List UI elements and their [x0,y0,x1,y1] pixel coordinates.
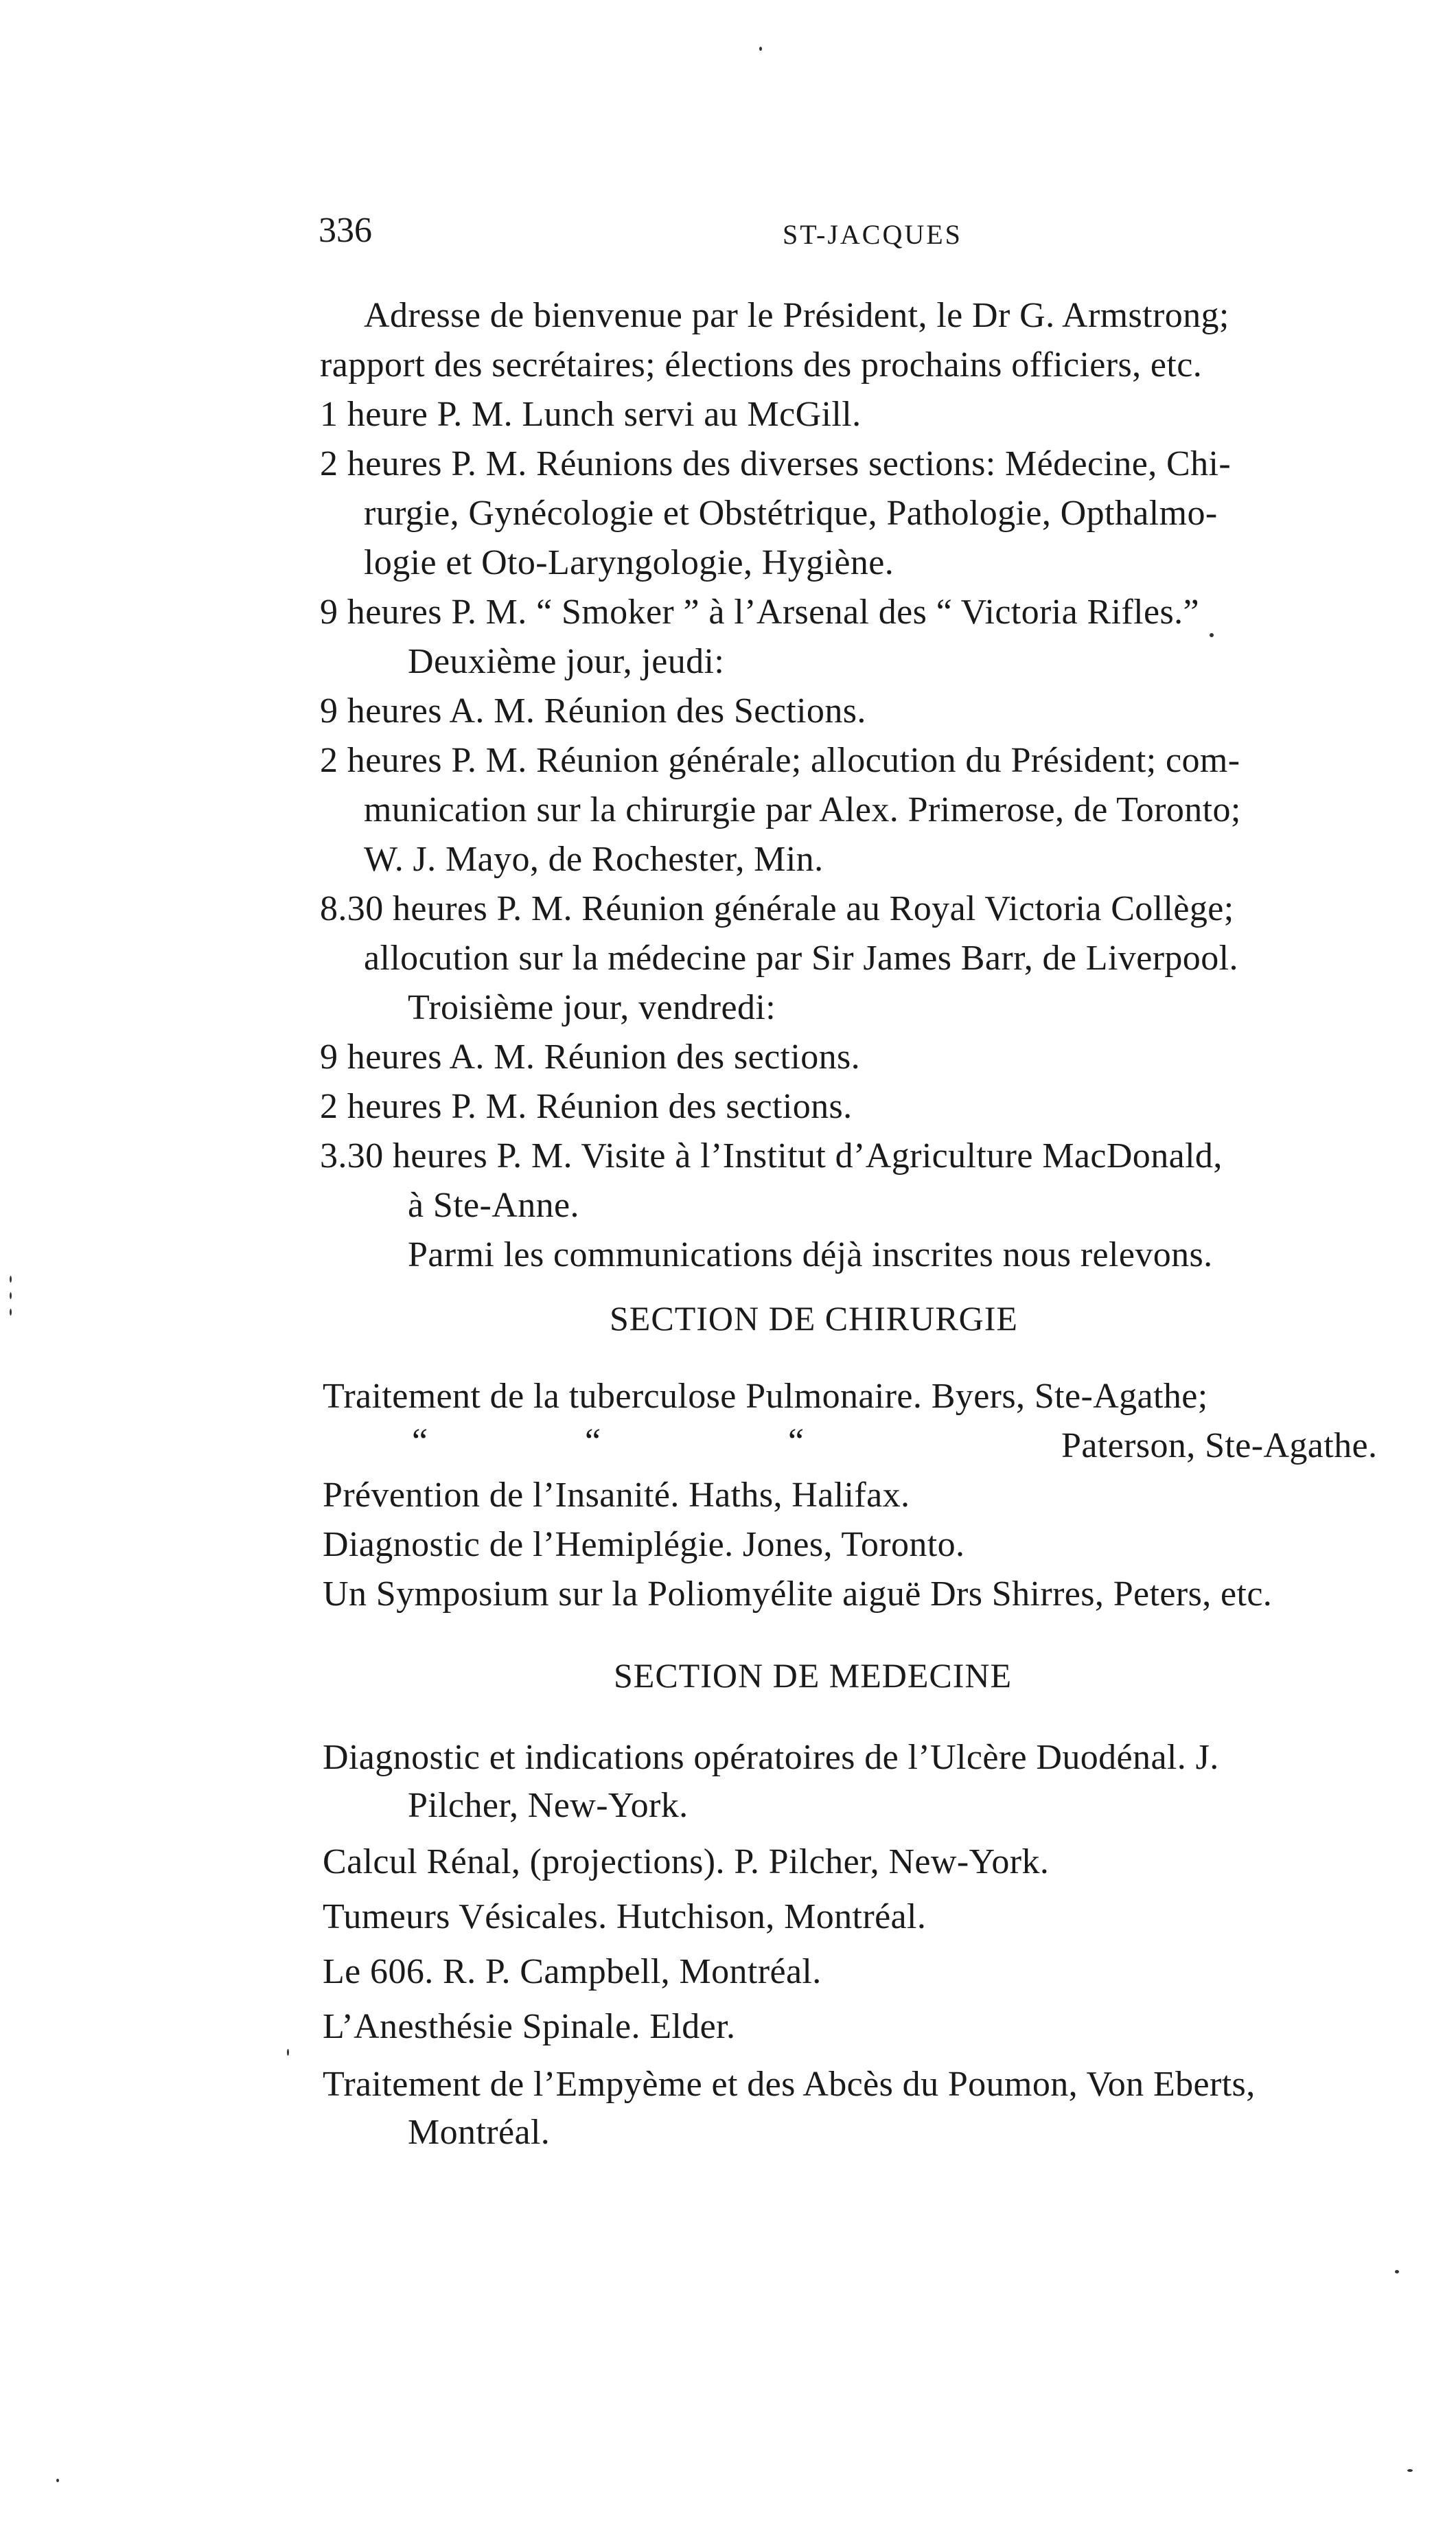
program-line: 9 heures A. M. Réunion des Sections. [320,691,866,731]
program-line: rurgie, Gynécologie et Obstétrique, Pathologie, Opthalmo- [364,494,1218,533]
scan-speck [759,47,762,51]
program-line: 2 heures P. M. Réunion des sections. [320,1087,853,1126]
medicine-entry: Montréal. [408,2113,551,2152]
scan-speck [1210,633,1214,637]
surgery-entry: Prévention de l’Insanité. Haths, Halifax. [323,1476,910,1515]
medicine-entry: Traitement de l’Empyème et des Abcès du Poumon, Von Eberts, [323,2065,1256,2104]
program-line: rapport des secrétaires; élections des prochains officiers, etc. [320,345,1203,385]
ditto-mark: “ [788,1422,805,1461]
program-day-heading: Deuxième jour, jeudi: [408,642,725,681]
medicine-entry: Pilcher, New-York. [408,1786,689,1825]
program-line: Adresse de bienvenue par le Président, le Dr G. Armstrong; [364,296,1229,335]
scan-speck [10,1309,12,1316]
program-line: 1 heure P. M. Lunch servi au McGill. [320,395,862,434]
program-line: 2 heures P. M. Réunions des diverses sections: Médecine, Chi- [320,444,1232,483]
running-title: ST-JACQUES [783,219,962,250]
section-heading-surgery: SECTION DE CHIRURGIE [610,1299,1018,1338]
medicine-entry: L’Anesthésie Spinale. Elder. [323,2007,736,2046]
medicine-entry: Tumeurs Vésicales. Hutchison, Montréal. [323,1897,927,1936]
scan-speck [1407,2469,1413,2472]
surgery-entry: Traitement de la tuberculose Pulmonaire. Byers, Ste-Agathe; [323,1377,1208,1416]
ditto-mark: “ [412,1422,428,1461]
medicine-entry: Calcul Rénal, (projections). P. Pilcher, New-York. [323,1842,1050,1881]
program-line: munication sur la chirurgie par Alex. Primerose, de Toronto; [364,790,1241,829]
surgery-entry: Diagnostic de l’Hemiplégie. Jones, Toronto. [323,1525,965,1564]
scan-speck [10,1292,12,1299]
scan-speck [287,2049,289,2056]
page-number: 336 [319,211,372,250]
program-line: 2 heures P. M. Réunion générale; allocution du Président; com- [320,741,1240,780]
program-line: 8.30 heures P. M. Réunion générale au Royal Victoria Collège; [320,889,1234,928]
program-line: 9 heures P. M. “ Smoker ” à l’Arsenal des “ Victoria Rifles.” [320,593,1199,632]
program-line: Parmi les communications déjà inscrites nous relevons. [408,1235,1213,1274]
scan-speck [56,2479,59,2482]
surgery-entry: Un Symposium sur la Poliomyélite aiguë Drs Shirres, Peters, etc. [323,1574,1273,1614]
scan-speck [10,1276,12,1283]
program-day-heading: Troisième jour, vendredi: [408,988,776,1027]
program-line: allocution sur la médecine par Sir James Barr, de Liverpool. [364,939,1238,978]
scan-speck [1395,2270,1399,2273]
program-line: logie et Oto-Laryngologie, Hygiène. [364,543,894,582]
program-line: 3.30 heures P. M. Visite à l’Institut d’Agriculture MacDonald, [320,1136,1223,1176]
medicine-entry: Diagnostic et indications opératoires de l’Ulcère Duodénal. J. [323,1738,1219,1777]
program-line: 9 heures A. M. Réunion des sections. [320,1038,861,1077]
program-line: à Ste-Anne. [408,1186,579,1225]
ditto-mark: “ [585,1422,601,1461]
medicine-entry: Le 606. R. P. Campbell, Montréal. [323,1952,822,1991]
surgery-entry: Paterson, Ste-Agathe. [1061,1426,1378,1465]
program-line: W. J. Mayo, de Rochester, Min. [364,840,824,879]
section-heading-medicine: SECTION DE MEDECINE [614,1656,1013,1695]
